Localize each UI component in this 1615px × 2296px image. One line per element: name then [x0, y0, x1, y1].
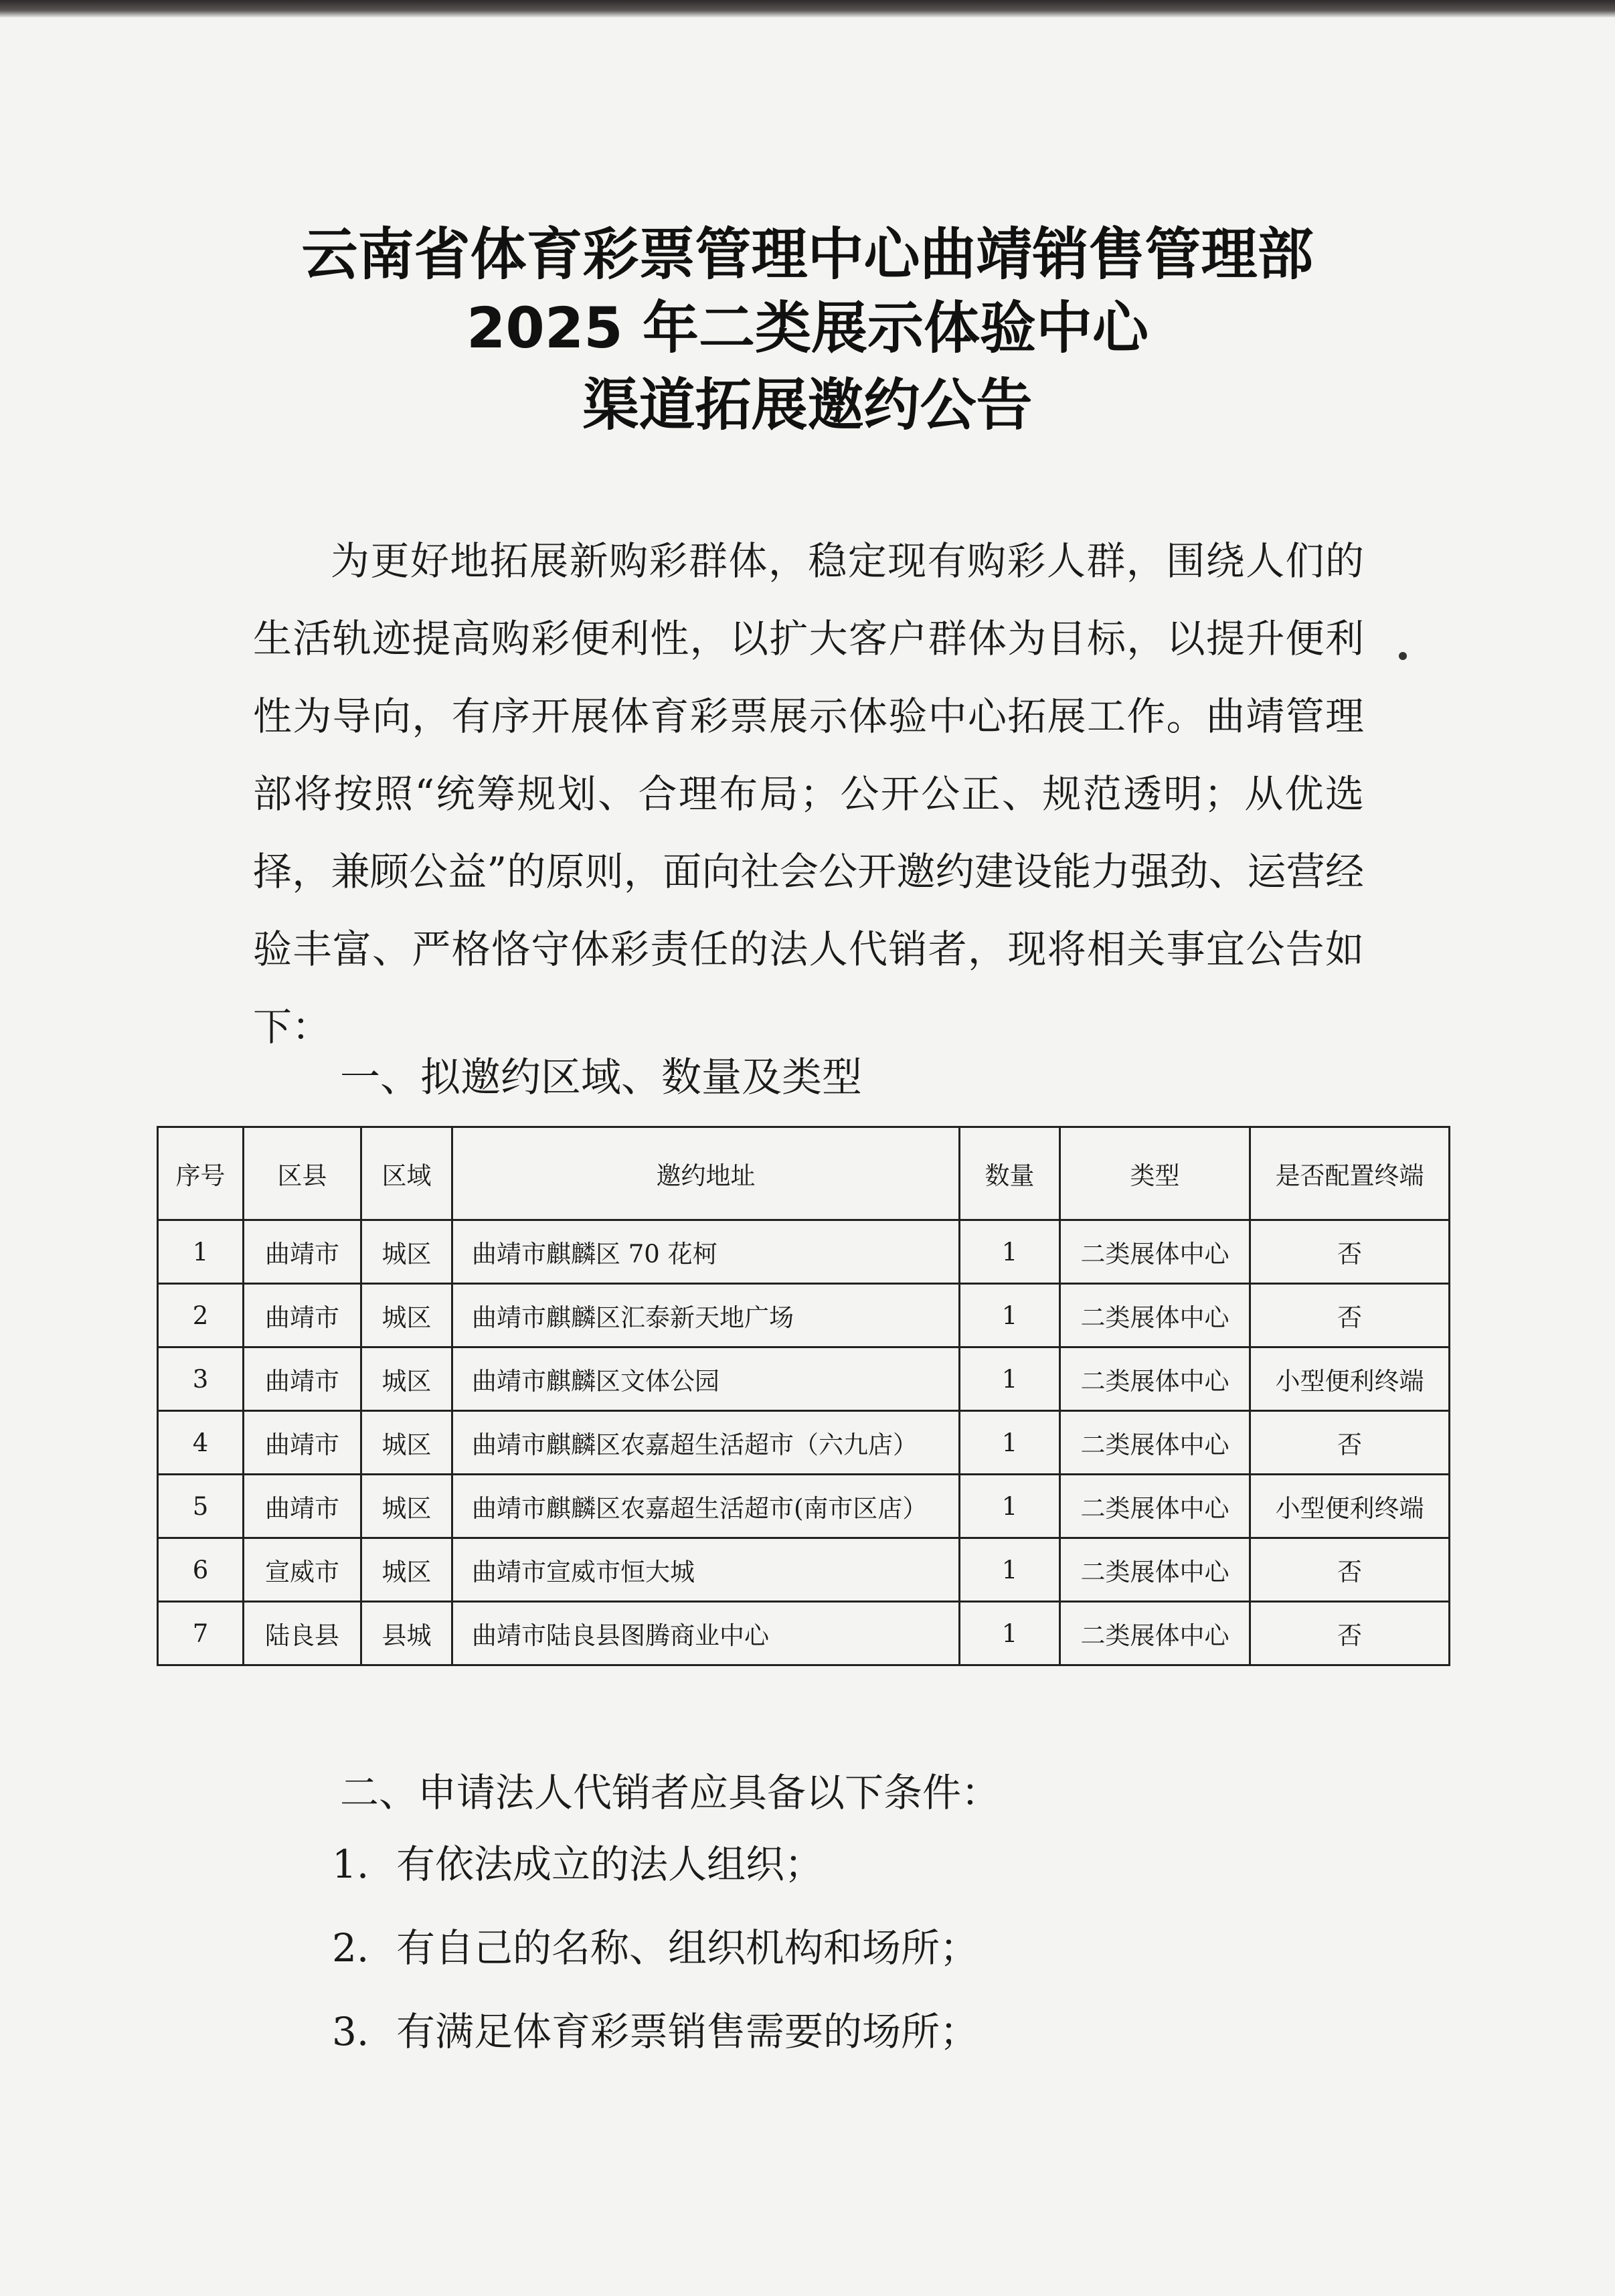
cell-county: 曲靖市 [244, 1220, 361, 1284]
cell-type: 二类展体中心 [1060, 1411, 1250, 1475]
cell-index: 1 [158, 1220, 244, 1284]
cell-address: 曲靖市麒麟区农嘉超生活超市(南市区店） [452, 1475, 960, 1538]
header-address: 邀约地址 [452, 1127, 960, 1220]
cell-county: 曲靖市 [244, 1347, 361, 1411]
condition-number: 1. [332, 1841, 369, 1887]
cell-index: 7 [158, 1602, 244, 1665]
cell-address: 曲靖市麒麟区文体公园 [452, 1347, 960, 1411]
table-row [158, 1475, 1450, 1538]
table-row [158, 1347, 1450, 1411]
intro-paragraph: 为更好地拓展新购彩群体，稳定现有购彩人群，围绕人们的生活轨迹提高购彩便利性，以扩大客户群体为目标，以提升便利性为导向，有序开展体育彩票展示体验中心拓展工作。曲靖管理部将按照“统筹规划、合理布局；公开公正、规范透明；从优选择，兼顾公益”的原则，面向社会公开邀约建设能力强劲、运营经验丰富、严格恪守体彩责任的法人代销者，现将相关事宜公告如下： [253, 538, 1364, 1050]
cell-terminal: 否 [1250, 1602, 1450, 1665]
cell-type: 二类展体中心 [1060, 1347, 1250, 1411]
cell-terminal: 否 [1250, 1538, 1450, 1602]
cell-terminal: 否 [1250, 1284, 1450, 1347]
cell-quantity: 1 [960, 1284, 1060, 1347]
table-row [158, 1538, 1450, 1602]
cell-type: 二类展体中心 [1060, 1538, 1250, 1602]
cell-index: 5 [158, 1475, 244, 1538]
cell-index: 4 [158, 1411, 244, 1475]
cell-county: 曲靖市 [244, 1411, 361, 1475]
cell-terminal: 小型便利终端 [1250, 1475, 1450, 1538]
section-2-heading: 二、申请法人代销者应具备以下条件： [340, 1770, 1001, 1815]
cell-type: 二类展体中心 [1060, 1284, 1250, 1347]
cell-area: 县城 [361, 1602, 452, 1665]
header-quantity: 数量 [960, 1127, 1060, 1220]
cell-quantity: 1 [960, 1602, 1060, 1665]
condition-text: 有自己的名称、组织机构和场所； [396, 1925, 979, 1971]
header-county: 区县 [244, 1127, 361, 1220]
cell-type: 二类展体中心 [1060, 1475, 1250, 1538]
cell-area: 城区 [361, 1538, 452, 1602]
cell-quantity: 1 [960, 1411, 1060, 1475]
header-index: 序号 [158, 1127, 244, 1220]
condition-text: 有依法成立的法人组织； [396, 1841, 824, 1887]
cell-county: 宣威市 [244, 1538, 361, 1602]
cell-address: 曲靖市麒麟区农嘉超生活超市（六九店） [452, 1411, 960, 1475]
cell-county: 曲靖市 [244, 1284, 361, 1347]
invitation-table [157, 1126, 1450, 1666]
cell-address: 曲靖市麒麟区 70 花柯 [452, 1220, 960, 1284]
condition-number: 2. [332, 1925, 369, 1971]
scan-speck [1399, 652, 1407, 660]
title-line-1: 云南省体育彩票管理中心曲靖销售管理部 [301, 222, 1314, 287]
cell-index: 2 [158, 1284, 244, 1347]
cell-address: 曲靖市宣威市恒大城 [452, 1538, 960, 1602]
cell-area: 城区 [361, 1411, 452, 1475]
table-row [158, 1602, 1450, 1665]
cell-quantity: 1 [960, 1347, 1060, 1411]
condition-item [332, 1998, 979, 2065]
condition-text: 有满足体育彩票销售需要的场所； [396, 2009, 979, 2054]
cell-address: 曲靖市麒麟区汇泰新天地广场 [452, 1284, 960, 1347]
cell-county: 陆良县 [244, 1602, 361, 1665]
condition-item [332, 1914, 979, 1981]
header-terminal: 是否配置终端 [1250, 1127, 1450, 1220]
title-line-2: 2025 年二类展示体验中心 [466, 295, 1149, 361]
table-header-row [158, 1127, 1450, 1220]
cell-terminal: 否 [1250, 1411, 1450, 1475]
cell-address: 曲靖市陆良县图腾商业中心 [452, 1602, 960, 1665]
section-1-heading: 一、拟邀约区域、数量及类型 [340, 1054, 862, 1101]
condition-number: 3. [332, 2009, 369, 2054]
cell-type: 二类展体中心 [1060, 1602, 1250, 1665]
cell-area: 城区 [361, 1475, 452, 1538]
title-line-3: 渠道拓展邀约公告 [582, 372, 1033, 438]
cell-quantity: 1 [960, 1538, 1060, 1602]
cell-area: 城区 [361, 1284, 452, 1347]
cell-quantity: 1 [960, 1475, 1060, 1538]
cell-index: 3 [158, 1347, 244, 1411]
condition-item [332, 1831, 823, 1898]
table-row [158, 1220, 1450, 1284]
scan-top-edge [0, 0, 1615, 17]
cell-type: 二类展体中心 [1060, 1220, 1250, 1284]
header-type: 类型 [1060, 1127, 1250, 1220]
header-area: 区域 [361, 1127, 452, 1220]
table-row [158, 1284, 1450, 1347]
cell-index: 6 [158, 1538, 244, 1602]
cell-terminal: 否 [1250, 1220, 1450, 1284]
cell-county: 曲靖市 [244, 1475, 361, 1538]
cell-quantity: 1 [960, 1220, 1060, 1284]
cell-area: 城区 [361, 1220, 452, 1284]
cell-terminal: 小型便利终端 [1250, 1347, 1450, 1411]
cell-area: 城区 [361, 1347, 452, 1411]
table-row [158, 1411, 1450, 1475]
